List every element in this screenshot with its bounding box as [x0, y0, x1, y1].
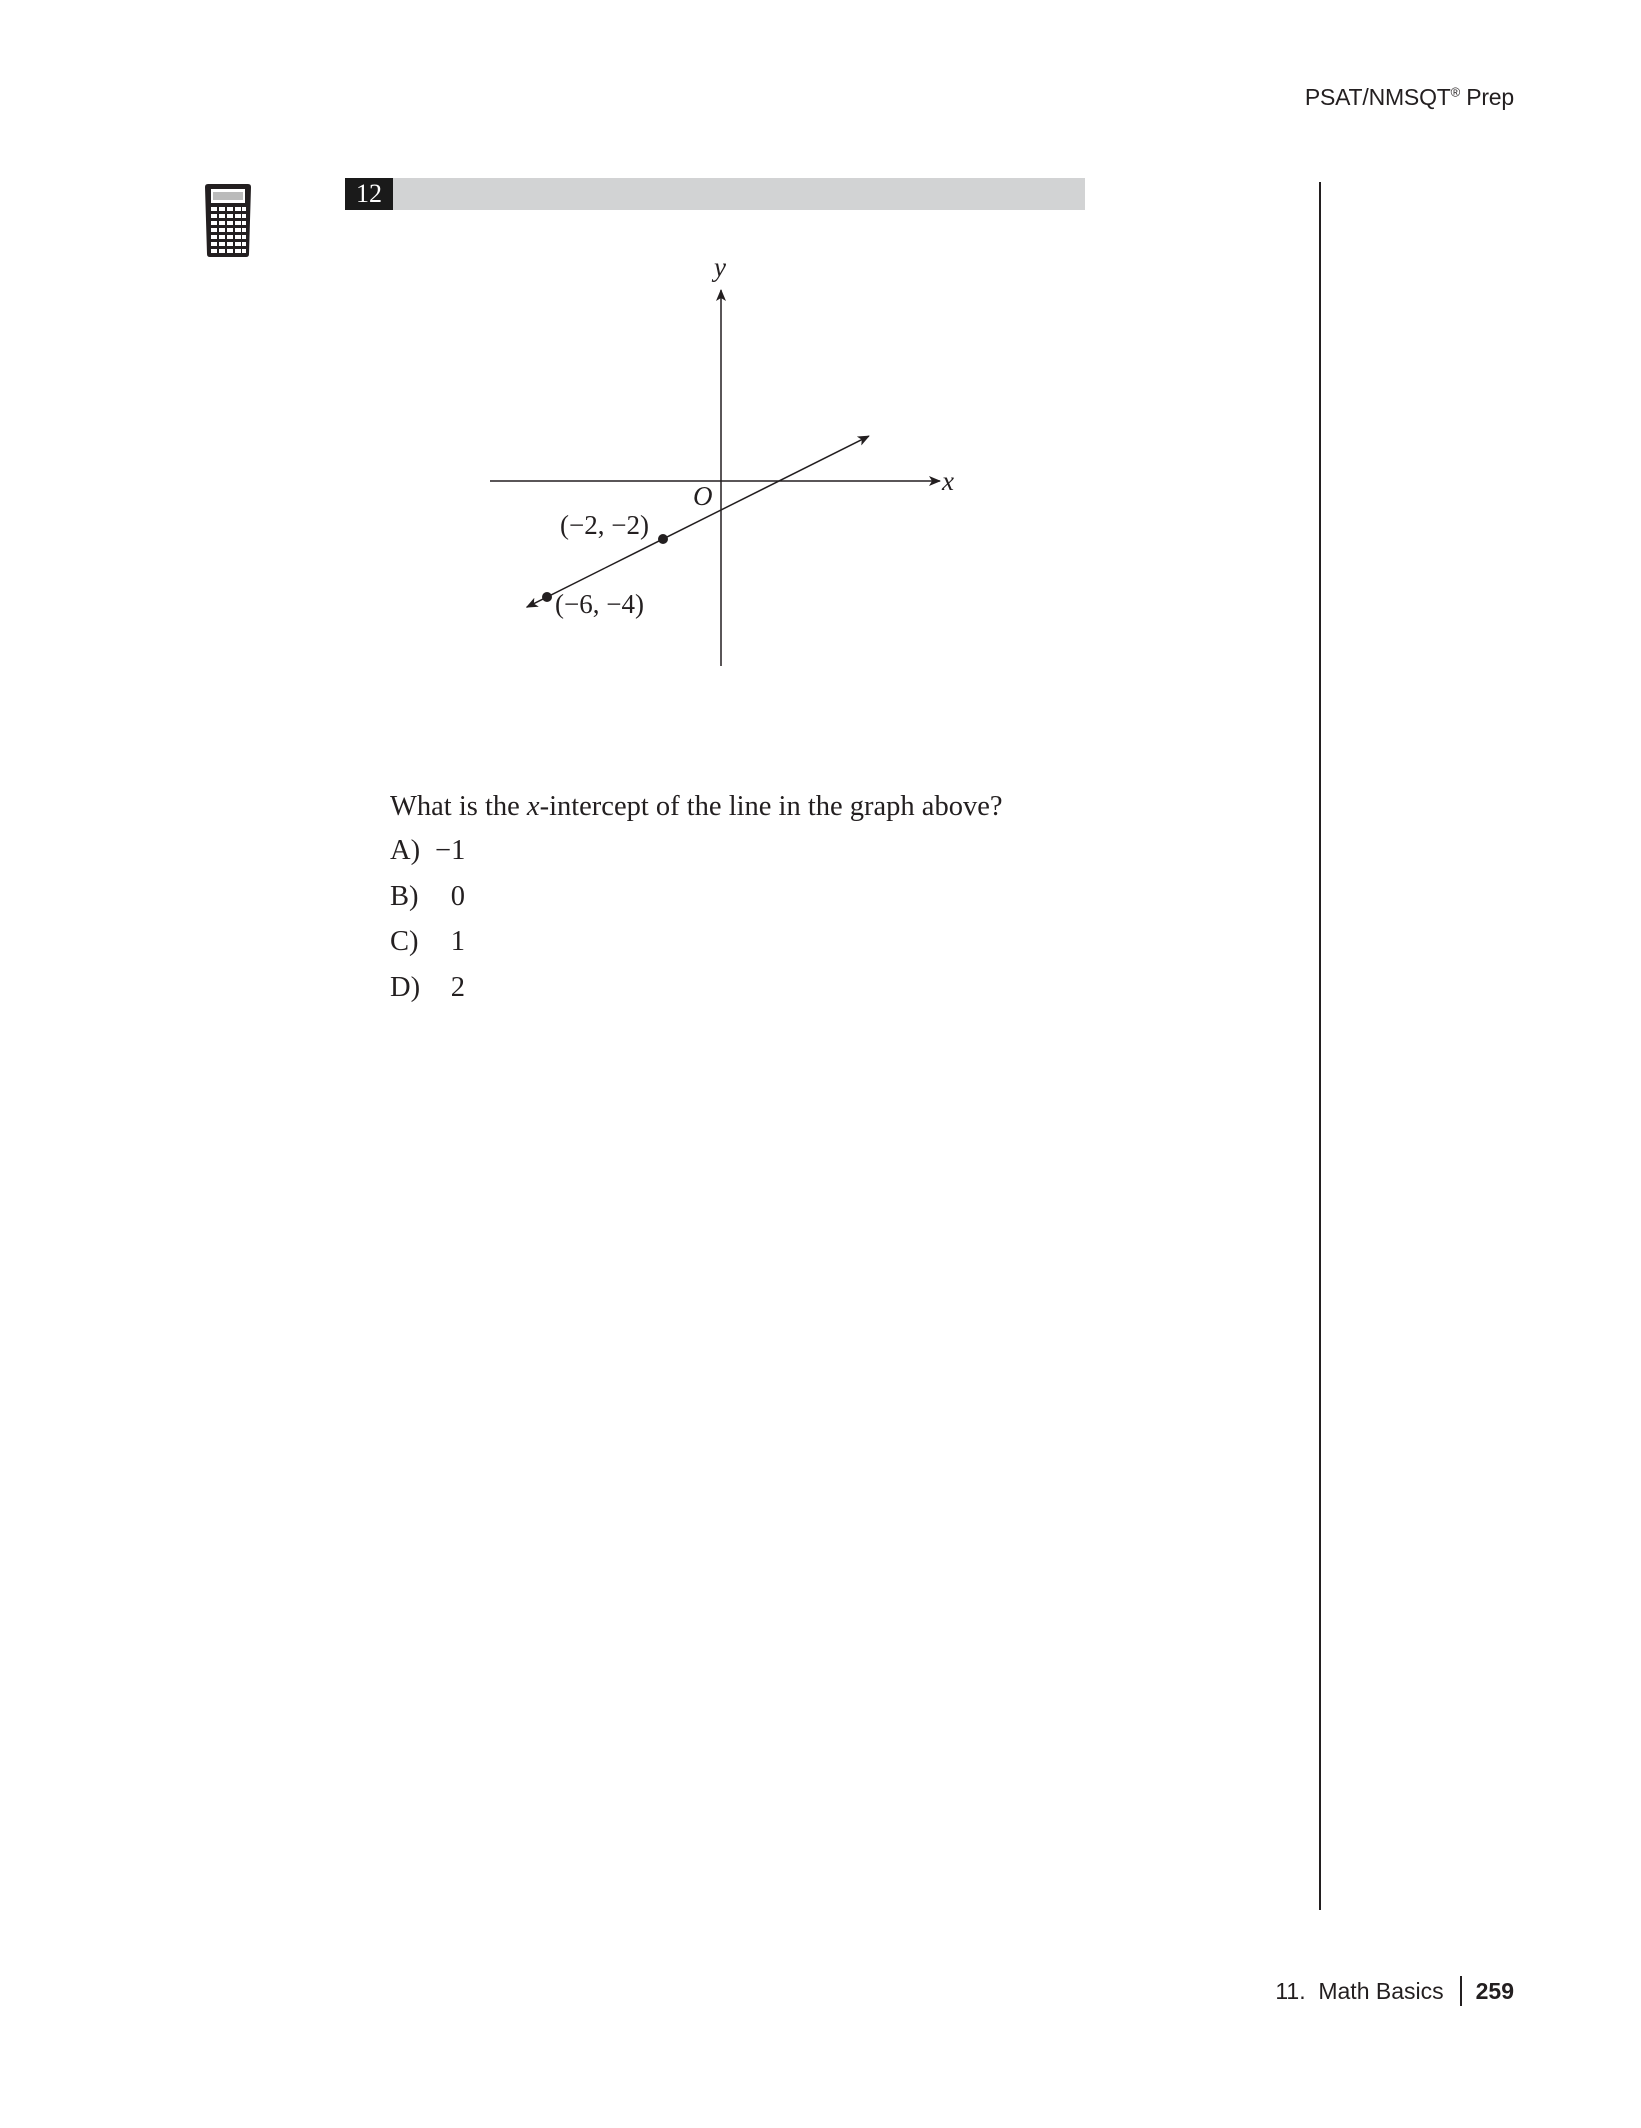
point-label: (−2, −2): [560, 510, 649, 540]
choice-value: 1: [450, 926, 465, 957]
footer-divider: [1460, 1976, 1462, 2006]
choice-letter: B): [390, 880, 419, 912]
running-title-suffix: Prep: [1460, 84, 1514, 110]
origin-label: O: [693, 481, 713, 511]
x-axis-label: x: [942, 466, 954, 496]
margin-rule: [1319, 182, 1321, 1910]
choice-letter: D): [390, 971, 421, 1003]
point-label: (−6, −4): [555, 589, 644, 619]
choice-value: −1: [435, 835, 466, 866]
answer-choice-b[interactable]: [390, 881, 590, 927]
answer-choices: [390, 835, 590, 1017]
choice-letter: C): [390, 926, 419, 957]
page-footer: [1275, 1976, 1514, 2006]
question-text-variable: x: [526, 791, 540, 822]
question-text-after: -intercept of the line in the graph above?: [539, 791, 1003, 822]
registered-mark: ®: [1450, 84, 1461, 100]
point-marker: [658, 534, 668, 544]
answer-choice-d[interactable]: [390, 972, 590, 1018]
point-marker: [542, 592, 552, 602]
choice-value: 2: [450, 971, 465, 1003]
coordinate-graph: [440, 250, 1000, 680]
y-axis-label: y: [714, 252, 726, 282]
running-head: [1305, 84, 1514, 111]
answer-choice-c[interactable]: [390, 926, 590, 972]
question-number: 12: [345, 178, 393, 210]
question-text-before: What is the: [390, 791, 527, 822]
running-title: PSAT/NMSQT: [1304, 84, 1451, 110]
chapter-title: 11. Math Basics: [1275, 1977, 1444, 2004]
calculator-icon: [203, 182, 253, 258]
question-text: [390, 791, 1003, 823]
choice-letter: A): [390, 835, 421, 866]
answer-choice-a[interactable]: [390, 835, 590, 881]
page-number: 259: [1475, 1977, 1514, 2004]
plotted-line-forward: [605, 436, 869, 568]
choice-value: 0: [450, 880, 465, 912]
question-header-bar: [345, 178, 1085, 210]
